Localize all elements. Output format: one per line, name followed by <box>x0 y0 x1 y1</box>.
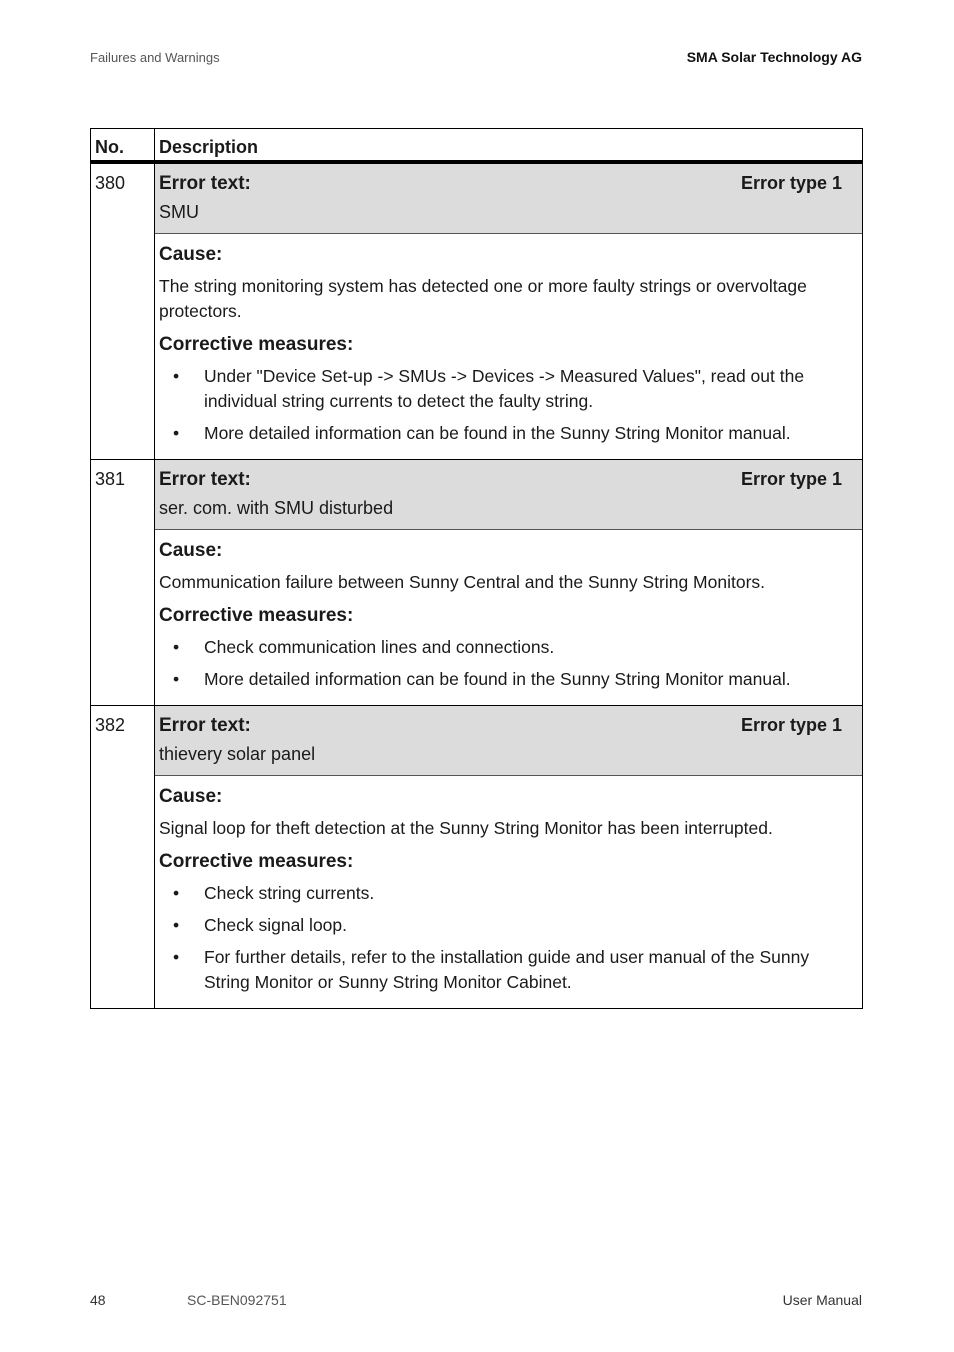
error-number: 380 <box>91 162 155 460</box>
error-description <box>155 162 863 460</box>
error-type: Error type 1 <box>740 714 842 735</box>
error-text-value: ser. com. with SMU disturbed <box>159 497 394 518</box>
error-table <box>90 128 863 1009</box>
cause-text: Communication failure between Sunny Central and the Sunny String Monitors. <box>159 571 766 592</box>
measures-label: Corrective measures: <box>159 333 354 355</box>
header-section-title: Failures and Warnings <box>90 50 220 65</box>
error-description <box>155 705 863 1008</box>
error-type: Error type 1 <box>740 468 842 489</box>
error-text-box <box>155 706 862 776</box>
error-details <box>155 234 862 459</box>
error-description <box>155 459 863 705</box>
error-details <box>155 776 862 1008</box>
list-item: • Check communication lines and connections. <box>159 635 858 660</box>
error-text-value: SMU <box>159 201 199 222</box>
cause-label: Cause: <box>159 243 223 265</box>
error-text-label: Error text: <box>159 468 251 490</box>
cause-text: Signal loop for theft detection at the Sunny String Monitor has been interrupted. <box>159 817 773 838</box>
measures-list <box>159 881 858 995</box>
error-type: Error type 1 <box>740 172 842 193</box>
measures-label: Corrective measures: <box>159 850 354 872</box>
measures-list <box>159 635 858 692</box>
error-text-box <box>155 164 862 234</box>
error-text-label: Error text: <box>159 172 251 194</box>
measures-label: Corrective measures: <box>159 604 354 626</box>
list-item: • For further details, refer to the installation guide and user manual of the Sunny String Monitor or Sunny String Monitor Cabinet. <box>159 945 858 995</box>
table-row <box>91 459 863 705</box>
document-id: SC-BEN092751 <box>187 1292 287 1308</box>
column-header-description: Description <box>155 129 863 162</box>
table-row <box>91 705 863 1008</box>
cause-label: Cause: <box>159 785 223 807</box>
cause-text: The string monitoring system has detected one or more faulty strings or overvoltage protectors. <box>159 275 807 321</box>
measures-list <box>159 364 858 446</box>
error-text-box <box>155 460 862 530</box>
error-details <box>155 530 862 705</box>
document-type: User Manual <box>782 1292 862 1308</box>
table-row <box>91 162 863 460</box>
header-company: SMA Solar Technology AG <box>686 49 862 65</box>
list-item: • More detailed information can be found in the Sunny String Monitor manual. <box>159 421 858 446</box>
error-text-value: thievery solar panel <box>159 743 316 764</box>
column-header-no: No. <box>91 129 155 162</box>
error-number: 381 <box>91 459 155 705</box>
list-item: • Check signal loop. <box>159 913 858 938</box>
error-number: 382 <box>91 705 155 1008</box>
cause-label: Cause: <box>159 539 223 561</box>
page-number: 48 <box>90 1292 106 1308</box>
list-item: • More detailed information can be found in the Sunny String Monitor manual. <box>159 667 858 692</box>
list-item: • Check string currents. <box>159 881 858 906</box>
error-text-label: Error text: <box>159 714 251 736</box>
table-header-row <box>91 129 863 162</box>
list-item: • Under "Device Set-up -> SMUs -> Devices -> Measured Values", read out the individual string currents to detect the faulty string. <box>159 364 858 414</box>
